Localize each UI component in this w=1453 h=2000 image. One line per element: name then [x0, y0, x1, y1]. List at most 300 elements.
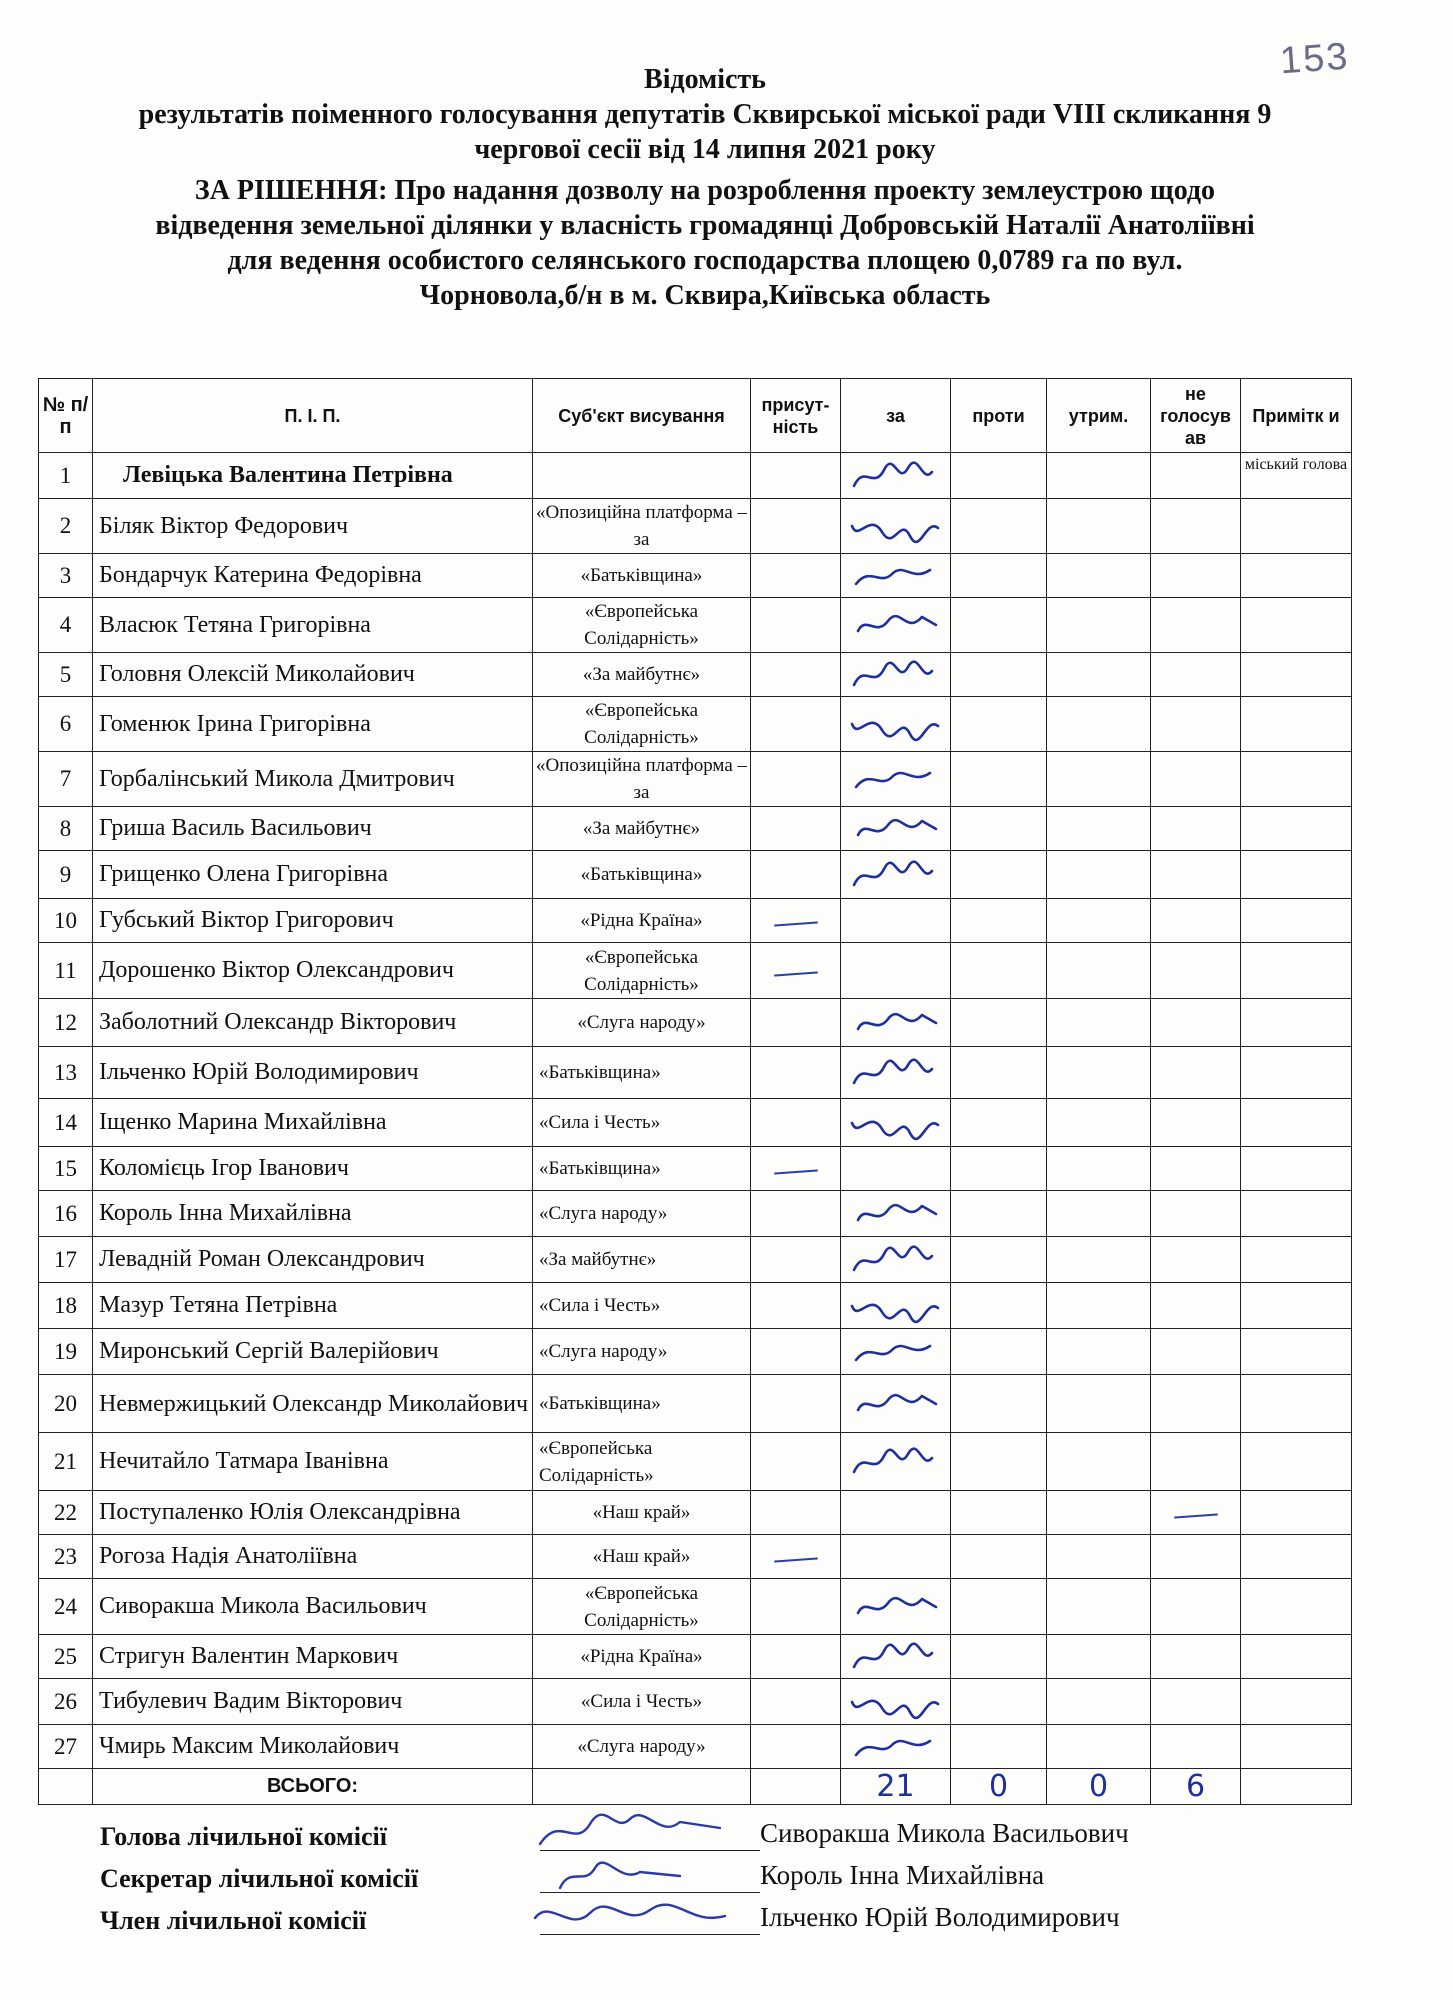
against-cell [951, 899, 1047, 943]
not-voted-cell [1151, 999, 1241, 1047]
for-cell [841, 1283, 951, 1329]
deputy-name: Бондарчук Катерина Федорівна [93, 554, 533, 598]
table-row [39, 1191, 1352, 1237]
table-row [39, 499, 1352, 554]
deputy-name: Гриша Василь Васильович [93, 807, 533, 851]
abstain-cell [1047, 1579, 1151, 1635]
not-voted-cell [1151, 851, 1241, 899]
nominating-party: «Наш край» [533, 1491, 751, 1535]
present-cell [751, 1635, 841, 1679]
signature-icon [846, 1286, 946, 1326]
col-not-voted-header: не голосув ав [1151, 379, 1241, 453]
notes-cell [1241, 653, 1352, 697]
table-row [39, 1491, 1352, 1535]
deputy-name: Губський Віктор Григорович [93, 899, 533, 943]
totals-party-cell [533, 1769, 751, 1805]
against-cell [951, 943, 1047, 999]
not-voted-cell [1151, 943, 1241, 999]
row-number: 24 [39, 1579, 93, 1635]
signature-icon [846, 809, 946, 849]
signature-icon [846, 506, 946, 546]
table-row [39, 697, 1352, 752]
against-cell [951, 453, 1047, 499]
for-cell [841, 1491, 951, 1535]
signature-line [540, 1934, 760, 1935]
nominating-party: «За майбутнє» [533, 653, 751, 697]
present-cell [751, 1433, 841, 1491]
nominating-party: «Європейська Солідарність» [533, 1433, 751, 1491]
nominating-party: «Сила і Честь» [533, 1099, 751, 1147]
heading-line-1: результатів поіменного голосування депутатів Сквирської міської ради VIII скликання 9 [138, 99, 1272, 130]
for-cell [841, 554, 951, 598]
abstain-cell [1047, 1679, 1151, 1725]
present-cell [751, 807, 841, 851]
abstain-cell [1047, 598, 1151, 653]
deputy-name: Чмирь Максим Миколайович [93, 1725, 533, 1769]
for-cell [841, 899, 951, 943]
commission-role: Секретар лічильної комісії [100, 1864, 419, 1893]
commission-role: Голова лічильної комісії [100, 1822, 387, 1851]
against-cell [951, 1433, 1047, 1491]
against-cell [951, 1535, 1047, 1579]
signature-icon [846, 704, 946, 744]
for-cell [841, 1237, 951, 1283]
abstain-cell [1047, 1491, 1151, 1535]
against-cell [951, 1679, 1047, 1725]
against-cell [951, 1283, 1047, 1329]
table-row [39, 1147, 1352, 1191]
present-cell [751, 752, 841, 807]
for-cell [841, 807, 951, 851]
against-cell [951, 653, 1047, 697]
notes-cell [1241, 1635, 1352, 1679]
row-number: 13 [39, 1047, 93, 1099]
col-abstain-header: утрим. [1047, 379, 1151, 453]
for-cell [841, 499, 951, 554]
not-voted-cell [1151, 453, 1241, 499]
nominating-party: «Слуга народу» [533, 1725, 751, 1769]
col-party-header: Суб'єкт висування [533, 379, 751, 453]
table-row [39, 1375, 1352, 1433]
present-cell [751, 999, 841, 1047]
for-cell [841, 1433, 951, 1491]
notes-cell [1241, 851, 1352, 899]
nominating-party: «За майбутнє» [533, 807, 751, 851]
against-cell [951, 554, 1047, 598]
signature-icon [846, 456, 946, 496]
for-cell [841, 1047, 951, 1099]
for-cell [841, 943, 951, 999]
notes-cell [1241, 1535, 1352, 1579]
signature-icon [846, 1384, 946, 1424]
not-voted-cell [1151, 1535, 1241, 1579]
row-number: 4 [39, 598, 93, 653]
page-number: 153 [1278, 35, 1351, 83]
for-cell [841, 653, 951, 697]
for-cell [841, 1535, 951, 1579]
signature-icon [846, 1637, 946, 1677]
row-number: 6 [39, 697, 93, 752]
notes-cell [1241, 1283, 1352, 1329]
nominating-party [533, 453, 751, 499]
against-cell [951, 1725, 1047, 1769]
not-voted-cell [1151, 1679, 1241, 1725]
not-voted-cell [1151, 752, 1241, 807]
for-cell [841, 1375, 951, 1433]
deputy-name: Левіцька Валентина Петрівна [93, 453, 533, 499]
heading-line-2: чергової сесії від 14 липня 2021 року [474, 134, 936, 165]
not-voted-cell [1151, 1047, 1241, 1099]
not-voted-cell [1151, 1491, 1241, 1535]
notes-cell [1241, 554, 1352, 598]
for-cell [841, 752, 951, 807]
signature-icon [846, 855, 946, 895]
row-number: 8 [39, 807, 93, 851]
notes-cell [1241, 1491, 1352, 1535]
row-number: 27 [39, 1725, 93, 1769]
row-number: 10 [39, 899, 93, 943]
abstain-cell [1047, 1329, 1151, 1375]
notes-cell [1241, 1375, 1352, 1433]
row-number: 19 [39, 1329, 93, 1375]
table-row [39, 899, 1352, 943]
totals-present-cell [751, 1769, 841, 1805]
for-cell [841, 851, 951, 899]
against-cell [951, 851, 1047, 899]
not-voted-cell [1151, 1099, 1241, 1147]
row-number: 25 [39, 1635, 93, 1679]
table-row [39, 752, 1352, 807]
nominating-party: «Рідна Країна» [533, 899, 751, 943]
for-cell [841, 1725, 951, 1769]
abstain-cell [1047, 697, 1151, 752]
abstain-cell [1047, 899, 1151, 943]
notes-cell [1241, 807, 1352, 851]
nominating-party: «Європейська Солідарність» [533, 943, 751, 999]
row-number: 22 [39, 1491, 93, 1535]
signature-icon [846, 655, 946, 695]
voting-table [38, 378, 1352, 1805]
table-row [39, 1237, 1352, 1283]
deputy-name: Нечитайло Татмара Іванівна [93, 1433, 533, 1491]
signature-icon [846, 1442, 946, 1482]
for-cell [841, 1329, 951, 1375]
present-cell [751, 453, 841, 499]
row-number: 18 [39, 1283, 93, 1329]
present-cell [751, 598, 841, 653]
present-cell [751, 1147, 841, 1191]
present-cell [751, 1579, 841, 1635]
deputy-name: Грищенко Олена Григорівна [93, 851, 533, 899]
for-cell [841, 1635, 951, 1679]
table-row [39, 1099, 1352, 1147]
table-row [39, 1433, 1352, 1491]
abstain-cell [1047, 752, 1151, 807]
not-voted-cell [1151, 1237, 1241, 1283]
nominating-party: «Батьківщина» [533, 1047, 751, 1099]
deputy-name: Левадній Роман Олександрович [93, 1237, 533, 1283]
abstain-cell [1047, 1283, 1151, 1329]
not-voted-cell [1151, 899, 1241, 943]
row-number: 11 [39, 943, 93, 999]
against-cell [951, 1491, 1047, 1535]
deputy-name: Мазур Тетяна Петрівна [93, 1283, 533, 1329]
notes-cell [1241, 1191, 1352, 1237]
abstain-cell [1047, 1433, 1151, 1491]
abstain-cell [1047, 1099, 1151, 1147]
deputy-name: Рогоза Надія Анатоліївна [93, 1535, 533, 1579]
for-cell [841, 1147, 951, 1191]
col-notes-header: Примітк и [1241, 379, 1352, 453]
counting-commission [100, 1818, 1300, 1944]
nominating-party: «Європейська Солідарність» [533, 697, 751, 752]
nominating-party: «За майбутнє» [533, 1237, 751, 1283]
col-present-header: присут-ність [751, 379, 841, 453]
abstain-cell [1047, 851, 1151, 899]
for-cell [841, 1099, 951, 1147]
total-abstain: 0 [1047, 1769, 1151, 1805]
signature-icon [846, 1103, 946, 1143]
against-cell [951, 1099, 1047, 1147]
signature-icon [846, 1003, 946, 1043]
row-number: 23 [39, 1535, 93, 1579]
signature-icon [846, 1332, 946, 1372]
table-row [39, 851, 1352, 899]
row-number: 21 [39, 1433, 93, 1491]
row-number: 3 [39, 554, 93, 598]
row-number: 20 [39, 1375, 93, 1433]
signature-icon [846, 759, 946, 799]
nominating-party: «Батьківщина» [533, 851, 751, 899]
present-cell [751, 1191, 841, 1237]
against-cell [951, 1635, 1047, 1679]
present-cell [751, 1375, 841, 1433]
total-for: 21 [841, 1769, 951, 1805]
not-voted-cell [1151, 499, 1241, 554]
nominating-party: «Європейська Солідарність» [533, 1579, 751, 1635]
not-voted-cell [1151, 1283, 1241, 1329]
against-cell [951, 999, 1047, 1047]
row-number: 12 [39, 999, 93, 1047]
notes-cell [1241, 598, 1352, 653]
against-cell [951, 1237, 1047, 1283]
dash-mark-icon [1173, 1513, 1217, 1518]
nominating-party: «Слуга народу» [533, 1329, 751, 1375]
totals-notes-cell [1241, 1769, 1352, 1805]
table-row [39, 999, 1352, 1047]
abstain-cell [1047, 1725, 1151, 1769]
abstain-cell [1047, 1635, 1151, 1679]
total-against: 0 [951, 1769, 1047, 1805]
nominating-party: «Батьківщина» [533, 554, 751, 598]
commission-member [100, 1902, 1300, 1944]
abstain-cell [1047, 499, 1151, 554]
for-cell [841, 697, 951, 752]
row-number: 26 [39, 1679, 93, 1725]
present-cell [751, 1491, 841, 1535]
present-cell [751, 653, 841, 697]
deputy-name: Ільченко Юрій Володимирович [93, 1047, 533, 1099]
decision-line-3: для ведення особистого селянського господарства площею 0,0789 га по вул. [227, 245, 1183, 276]
row-number: 9 [39, 851, 93, 899]
abstain-cell [1047, 943, 1151, 999]
present-cell [751, 697, 841, 752]
present-cell [751, 1099, 841, 1147]
table-row [39, 1679, 1352, 1725]
deputy-name: Миронський Сергій Валерійович [93, 1329, 533, 1375]
dash-mark-icon [773, 921, 817, 926]
signature-icon [846, 1194, 946, 1234]
for-cell [841, 1191, 951, 1237]
deputy-name: Поступаленко Юлія Олександрівна [93, 1491, 533, 1535]
not-voted-cell [1151, 1147, 1241, 1191]
deputy-name: Головня Олексій Миколайович [93, 653, 533, 697]
commission-member-name: Ільченко Юрій Володимирович [760, 1902, 1120, 1932]
decision-line-1: ЗА РІШЕННЯ: Про надання дозволу на розроблення проекту землеустрою щодо [194, 175, 1216, 206]
not-voted-cell [1151, 598, 1241, 653]
not-voted-cell [1151, 1191, 1241, 1237]
present-cell [751, 1283, 841, 1329]
notes-cell [1241, 1725, 1352, 1769]
for-cell [841, 999, 951, 1047]
not-voted-cell [1151, 653, 1241, 697]
present-cell [751, 1679, 841, 1725]
table-header-row [39, 379, 1352, 453]
abstain-cell [1047, 999, 1151, 1047]
abstain-cell [1047, 453, 1151, 499]
against-cell [951, 752, 1047, 807]
against-cell [951, 1047, 1047, 1099]
notes-cell [1241, 1579, 1352, 1635]
deputy-name: Стригун Валентин Маркович [93, 1635, 533, 1679]
deputy-name: Сиворакша Микола Васильович [93, 1579, 533, 1635]
not-voted-cell [1151, 1329, 1241, 1375]
row-number: 7 [39, 752, 93, 807]
present-cell [751, 899, 841, 943]
notes-cell [1241, 1433, 1352, 1491]
deputy-name: Коломієць Ігор Іванович [93, 1147, 533, 1191]
against-cell [951, 1329, 1047, 1375]
notes-cell [1241, 499, 1352, 554]
table-row [39, 1329, 1352, 1375]
table-row [39, 554, 1352, 598]
against-cell [951, 1147, 1047, 1191]
present-cell [751, 499, 841, 554]
abstain-cell [1047, 653, 1151, 697]
against-cell [951, 598, 1047, 653]
nominating-party: «Батьківщина» [533, 1375, 751, 1433]
against-cell [951, 1375, 1047, 1433]
nominating-party: «Слуга народу» [533, 999, 751, 1047]
not-voted-cell [1151, 697, 1241, 752]
deputy-name: Тибулевич Вадим Вікторович [93, 1679, 533, 1725]
nominating-party: «Сила і Честь» [533, 1283, 751, 1329]
table-row [39, 1579, 1352, 1635]
row-number: 14 [39, 1099, 93, 1147]
nominating-party: «Європейська Солідарність» [533, 598, 751, 653]
row-number: 1 [39, 453, 93, 499]
col-name-header: П. І. П. [93, 379, 533, 453]
for-cell [841, 598, 951, 653]
signature-icon [846, 1587, 946, 1627]
signature-icon [846, 1053, 946, 1093]
commission-member-name: Сиворакша Микола Васильович [760, 1818, 1129, 1848]
deputy-name: Король Інна Михайлівна [93, 1191, 533, 1237]
document-heading [40, 62, 1370, 313]
not-voted-cell [1151, 554, 1241, 598]
nominating-party: «Сила і Честь» [533, 1679, 751, 1725]
abstain-cell [1047, 554, 1151, 598]
table-row [39, 653, 1352, 697]
row-number: 17 [39, 1237, 93, 1283]
present-cell [751, 1329, 841, 1375]
notes-cell [1241, 752, 1352, 807]
col-num-header: № п/п [39, 379, 93, 453]
abstain-cell [1047, 1237, 1151, 1283]
deputy-name: Невмержицький Олександр Миколайович [93, 1375, 533, 1433]
signature-icon [530, 1888, 730, 1938]
for-cell [841, 1579, 951, 1635]
nominating-party: «Рідна Країна» [533, 1635, 751, 1679]
notes-cell [1241, 697, 1352, 752]
row-number: 5 [39, 653, 93, 697]
totals-num-cell [39, 1769, 93, 1805]
total-not-voted: 6 [1151, 1769, 1241, 1805]
table-row [39, 1535, 1352, 1579]
abstain-cell [1047, 807, 1151, 851]
not-voted-cell [1151, 807, 1241, 851]
deputy-name: Горбалінський Микола Дмитрович [93, 752, 533, 807]
present-cell [751, 1047, 841, 1099]
deputy-name: Власюк Тетяна Григорівна [93, 598, 533, 653]
table-row [39, 453, 1352, 499]
nominating-party: «Слуга народу» [533, 1191, 751, 1237]
table-row [39, 598, 1352, 653]
table-row [39, 1635, 1352, 1679]
deputy-name: Заболотний Олександр Вікторович [93, 999, 533, 1047]
table-row [39, 807, 1352, 851]
against-cell [951, 697, 1047, 752]
against-cell [951, 807, 1047, 851]
notes-cell [1241, 1679, 1352, 1725]
nominating-party: «Опозиційна платформа – за [533, 752, 751, 807]
decision-line-4: Чорновола,б/н в м. Сквира,Київська область [419, 280, 991, 311]
col-against-header: проти [951, 379, 1047, 453]
abstain-cell [1047, 1535, 1151, 1579]
present-cell [751, 1535, 841, 1579]
notes-cell [1241, 899, 1352, 943]
table-row [39, 1283, 1352, 1329]
dash-mark-icon [773, 1557, 817, 1562]
against-cell [951, 499, 1047, 554]
notes-cell [1241, 1147, 1352, 1191]
signature-icon [846, 1727, 946, 1767]
signature-icon [846, 1682, 946, 1722]
commission-role: Член лічильної комісії [100, 1906, 367, 1935]
signature-icon [846, 556, 946, 596]
not-voted-cell [1151, 1725, 1241, 1769]
against-cell [951, 1191, 1047, 1237]
totals-label: ВСЬОГО: [93, 1769, 533, 1805]
abstain-cell [1047, 1191, 1151, 1237]
notes-cell: міський голова [1241, 453, 1352, 499]
for-cell [841, 453, 951, 499]
row-number: 15 [39, 1147, 93, 1191]
table-row [39, 943, 1352, 999]
present-cell [751, 851, 841, 899]
abstain-cell [1047, 1047, 1151, 1099]
voting-rows [39, 453, 1352, 1769]
